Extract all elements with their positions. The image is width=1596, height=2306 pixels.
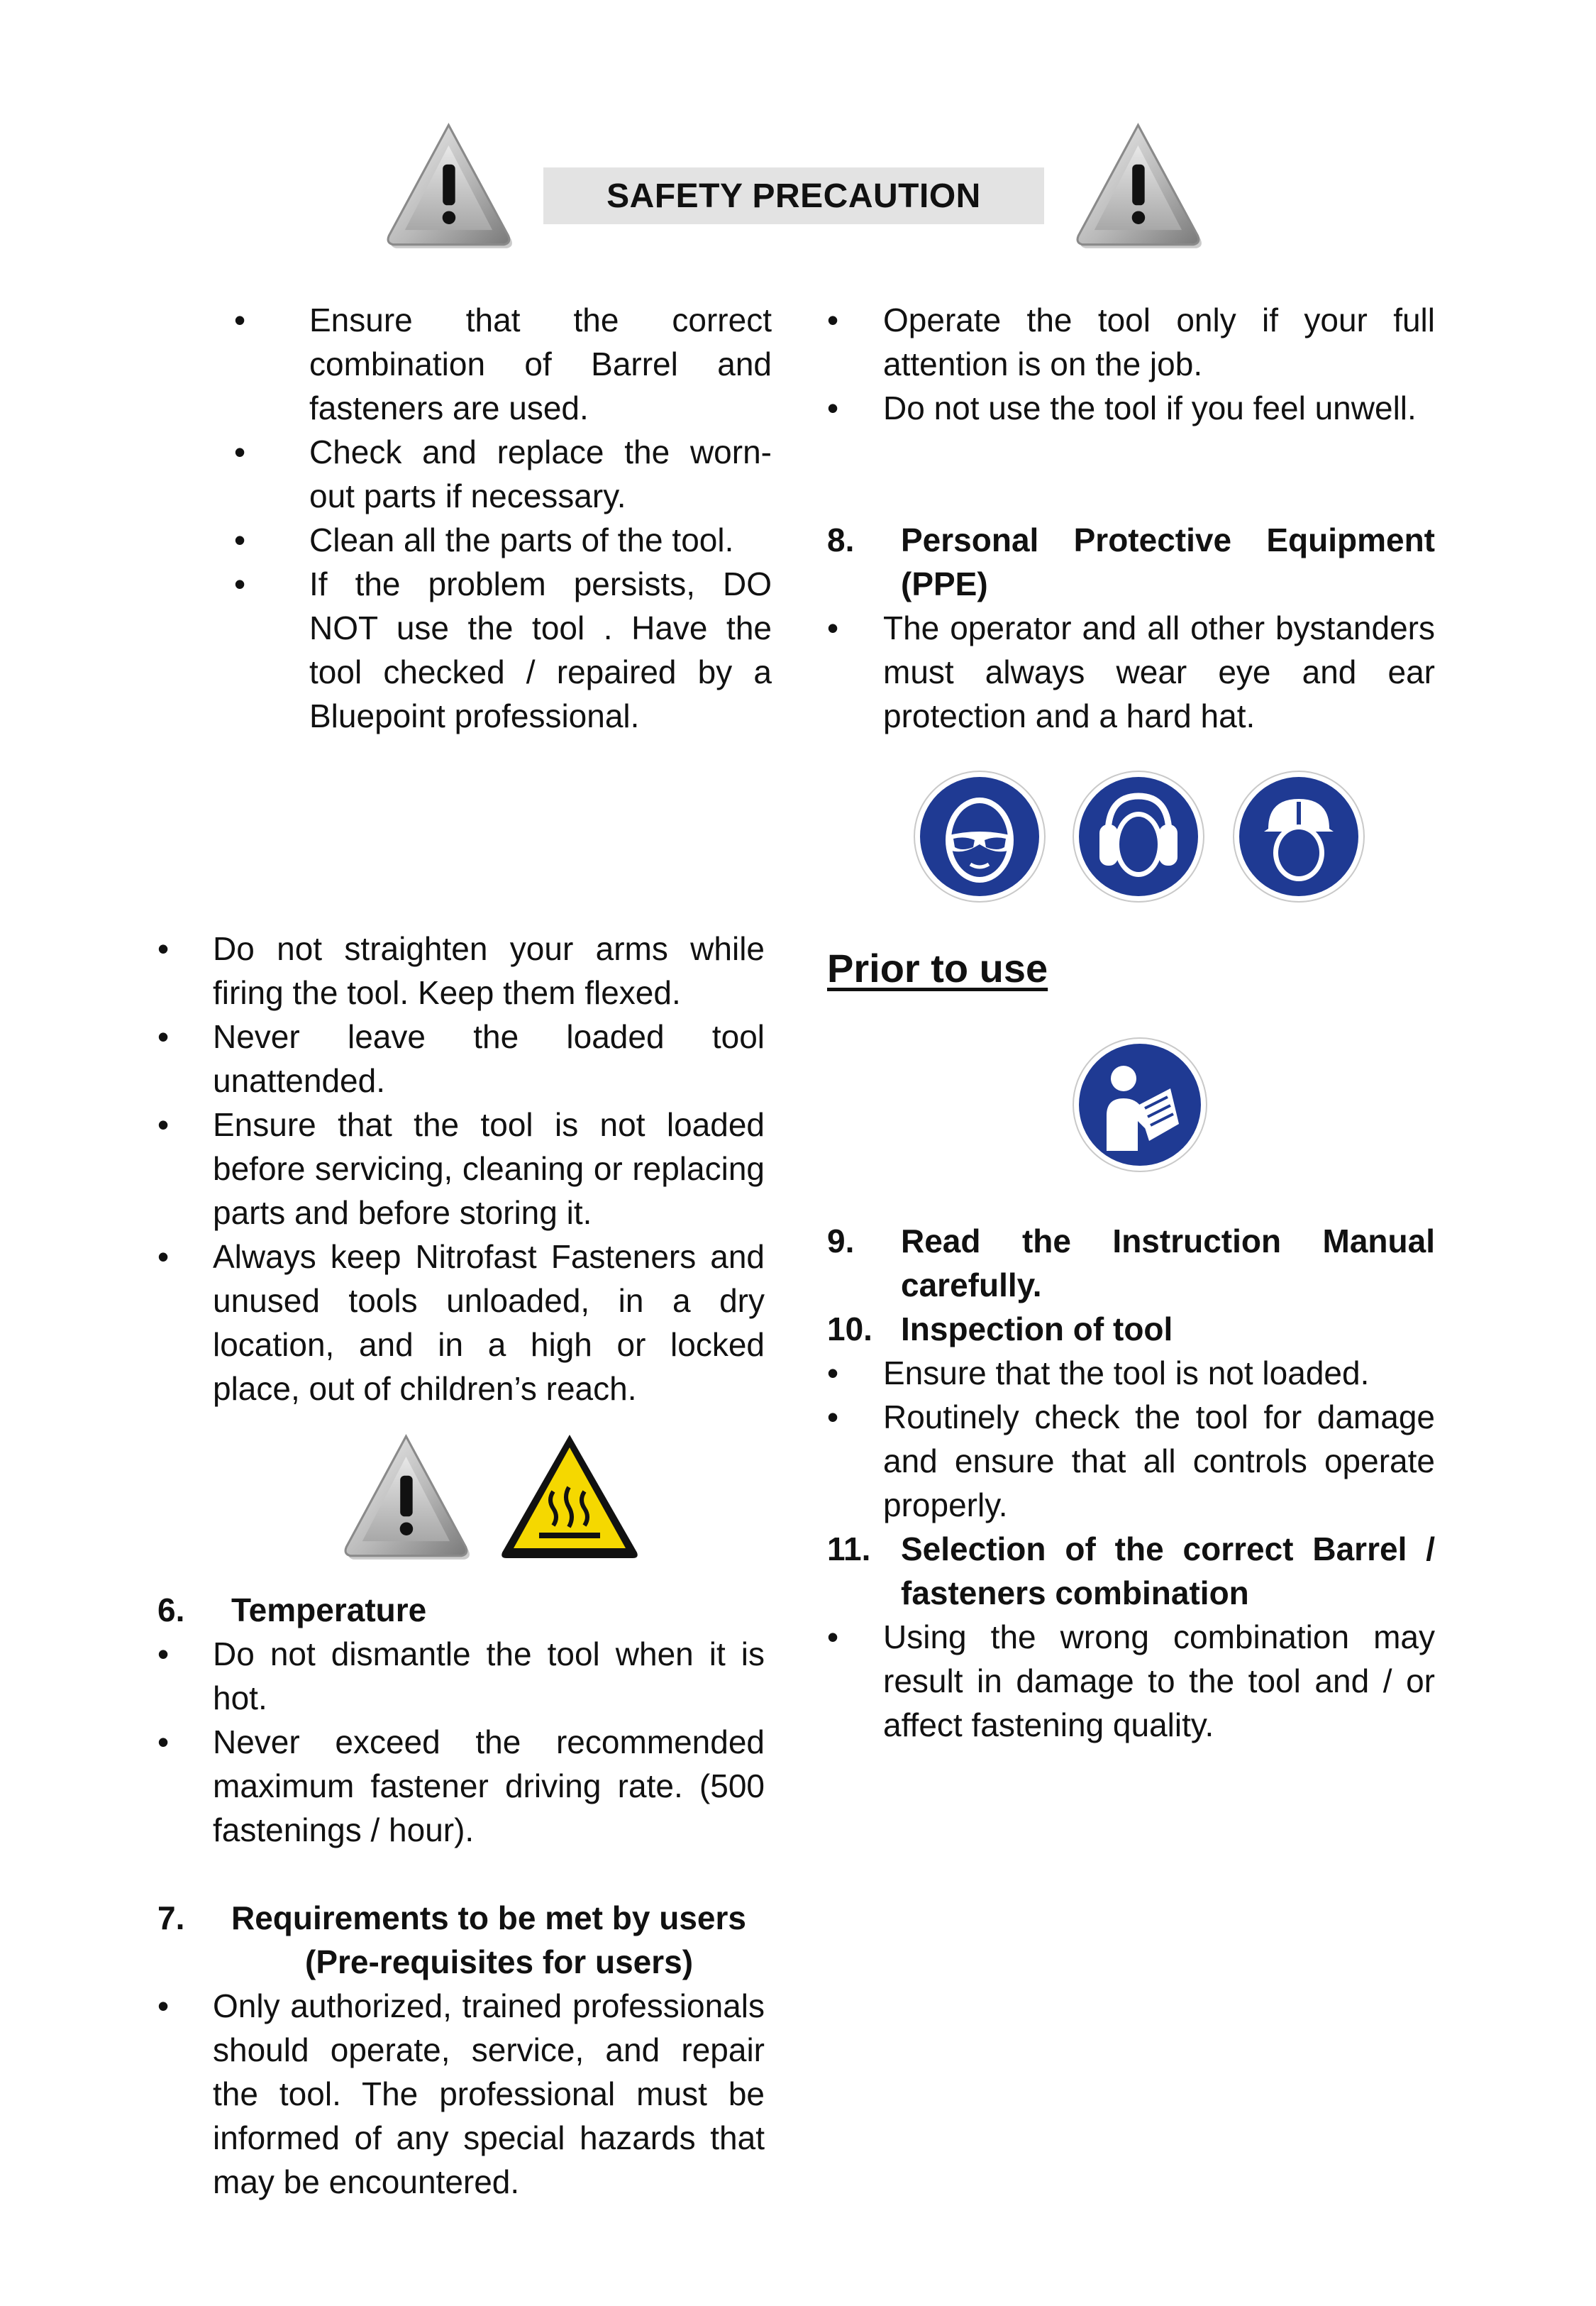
list-item: Check and replace the worn-out parts if necessary. (309, 434, 772, 514)
list-item: Always keep Nitrofast Fasteners and unused tools unloaded, in a dry location, and in a high or locked place, out of children’s reach. (213, 1238, 765, 1407)
bullet: • (234, 522, 246, 558)
list-item: Never leave the loaded tool unattended. (213, 1018, 765, 1099)
bullet: • (234, 434, 246, 470)
bullet: • (827, 390, 839, 426)
section-number: 7. (157, 1899, 185, 1936)
section-heading: Personal Protective Equipment (PPE) (901, 522, 1435, 602)
bullet: • (157, 1106, 170, 1143)
bullet: • (827, 302, 839, 338)
section-heading: Read the Instruction Manual carefully. (901, 1223, 1435, 1303)
section-heading: Requirements to be met by users (231, 1899, 746, 1936)
list-item: Ensure that the tool is not loaded. (883, 1355, 1370, 1391)
list-item: Ensure that the correct combination of Barrel and fasteners are used. (309, 302, 772, 426)
warning-triangle-icon (340, 1430, 475, 1562)
bullet: • (157, 1723, 170, 1760)
bullet: • (157, 1987, 170, 2024)
bullet: • (827, 1355, 839, 1391)
section-number: 6. (157, 1591, 185, 1628)
list-item: Do not straighten your arms while firing the tool. Keep them flexed. (213, 930, 765, 1011)
list-item: Only authorized, trained professionals should operate, service, and repair the tool. The professional must be informed of any special hazards that may be encountered. (213, 1987, 765, 2200)
list-item: Do not dismantle the tool when it is hot. (213, 1635, 765, 1716)
eye-protection-icon (914, 771, 1046, 903)
hot-surface-icon (498, 1430, 641, 1562)
list-item: Using the wrong combination may result in damage to the tool and / or affect fastening quality. (883, 1618, 1435, 1743)
section-heading: Selection of the correct Barrel / fasteners combination (901, 1530, 1435, 1611)
bullet: • (157, 1018, 170, 1055)
list-item: Never exceed the recommended maximum fastener driving rate. (500 fastenings / hour). (213, 1723, 765, 1848)
warning-triangle-icon (1073, 119, 1207, 250)
list-item: Do not use the tool if you feel unwell. (883, 390, 1417, 426)
list-item: Ensure that the tool is not loaded before servicing, cleaning or replacing parts and before storing it. (213, 1106, 765, 1231)
bullet: • (234, 302, 246, 338)
read-manual-icon (1073, 1037, 1207, 1172)
section-number: 11. (827, 1530, 871, 1567)
bullet: • (827, 609, 839, 646)
page-title: SAFETY PRECAUTION (543, 167, 1044, 224)
section-number: 9. (827, 1223, 855, 1259)
hard-hat-icon (1233, 771, 1365, 903)
prior-to-use-heading: Prior to use (827, 946, 1048, 991)
list-item: If the problem persists, DO NOT use the tool . Have the tool checked / repaired by a Bluepoint professional. (309, 566, 772, 734)
bullet: • (827, 1399, 839, 1435)
bullet: • (827, 1618, 839, 1655)
ear-protection-icon (1073, 771, 1204, 903)
section-heading: Temperature (231, 1591, 427, 1628)
list-item: Clean all the parts of the tool. (309, 522, 734, 558)
list-item: The operator and all other bystanders must always wear eye and ear protection and a hard hat. (883, 609, 1435, 734)
bullet: • (234, 566, 246, 602)
warning-triangle-icon (383, 119, 518, 250)
section-number: 10. (827, 1311, 872, 1347)
list-item: Operate the tool only if your full attention is on the job. (883, 302, 1435, 382)
bullet: • (157, 1635, 170, 1672)
section-subheading: (Pre-requisites for users) (305, 1943, 694, 1980)
bullet: • (157, 1238, 170, 1275)
section-heading: Inspection of tool (901, 1311, 1173, 1347)
section-number: 8. (827, 522, 855, 558)
list-item: Routinely check the tool for damage and ensure that all controls operate properly. (883, 1399, 1435, 1523)
bullet: • (157, 930, 170, 967)
